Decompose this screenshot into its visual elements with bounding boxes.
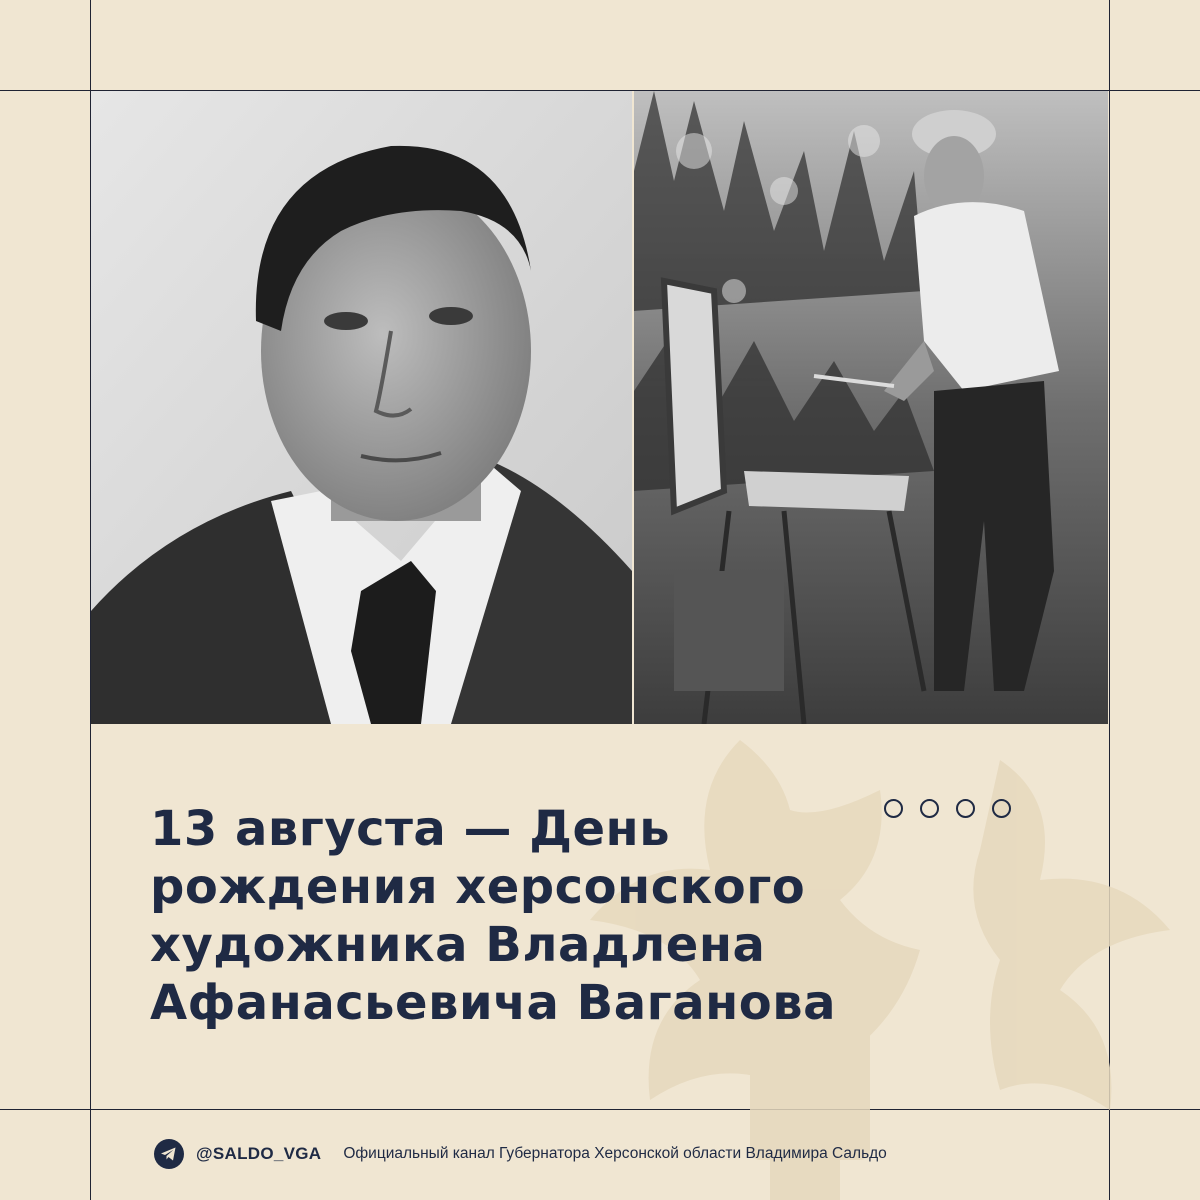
portrait-photo [91,91,632,724]
headline [150,800,970,1032]
footer [154,1139,887,1169]
channel-handle[interactable]: @SALDO_VGA [196,1144,322,1163]
channel-caption: Официальный канал Губернатора Херсонской области Владимира Сальдо [343,1145,887,1162]
painter-outdoor-photo [634,91,1108,724]
pagination-dots [884,799,1011,818]
pagination-dot[interactable] [992,799,1011,818]
pagination-dot[interactable] [884,799,903,818]
telegram-icon[interactable] [154,1139,184,1169]
headline-line-3: художника Владлена [150,917,766,973]
pagination-dot[interactable] [920,799,939,818]
headline-line-1: 13 августа — День [150,801,671,857]
pagination-dot[interactable] [956,799,975,818]
headline-line-2: рождения херсонского [150,859,806,915]
headline-line-4: Афанасьевича Ваганова [150,975,836,1031]
